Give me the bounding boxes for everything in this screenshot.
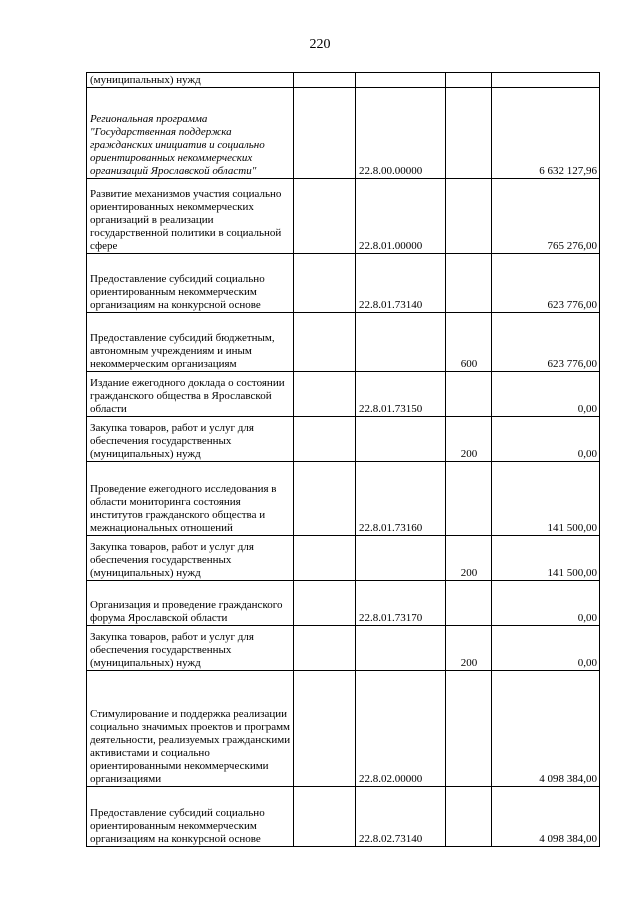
row-name-cell: Закупка товаров, работ и услуг для обеспечения государственных (муниципальных) нужд	[87, 626, 294, 671]
row-expense-type-cell	[446, 462, 492, 536]
row-expense-type-cell	[446, 671, 492, 787]
row-empty-cell	[294, 73, 356, 88]
row-expense-type-cell: 200	[446, 626, 492, 671]
row-expense-type-cell: 200	[446, 417, 492, 462]
row-name-cell: Предоставление субсидий социально ориентированным некоммерческим организациям на конкурсной основе	[87, 254, 294, 313]
row-expense-type-cell: 200	[446, 536, 492, 581]
row-code-cell	[356, 626, 446, 671]
row-amount-cell: 141 500,00	[492, 536, 600, 581]
row-name-cell: Проведение ежегодного исследования в области мониторинга состояния институтов гражданского общества и межнациональных отношений	[87, 462, 294, 536]
row-name-cell: Региональная программа "Государственная поддержка гражданских инициатив и социально ориентированных некоммерческих организаций Ярославской области"	[87, 88, 294, 179]
row-expense-type-cell	[446, 787, 492, 847]
table-row	[87, 313, 600, 372]
row-expense-type-cell	[446, 254, 492, 313]
table-row	[87, 671, 600, 787]
row-empty-cell	[294, 372, 356, 417]
row-empty-cell	[294, 536, 356, 581]
table-row	[87, 787, 600, 847]
table-row	[87, 88, 600, 179]
table-row	[87, 417, 600, 462]
row-expense-type-cell	[446, 88, 492, 179]
row-name-cell: Развитие механизмов участия социально ориентированных некоммерческих организаций в реализации государственной политики в социальной сфере	[87, 179, 294, 254]
row-empty-cell	[294, 313, 356, 372]
row-name-cell: Организация и проведение гражданского форума Ярославской области	[87, 581, 294, 626]
table-row	[87, 462, 600, 536]
row-amount-cell: 4 098 384,00	[492, 787, 600, 847]
row-empty-cell	[294, 787, 356, 847]
row-code-cell	[356, 417, 446, 462]
row-amount-cell: 0,00	[492, 417, 600, 462]
row-code-cell: 22.8.01.73160	[356, 462, 446, 536]
row-empty-cell	[294, 417, 356, 462]
table-row	[87, 254, 600, 313]
row-amount-cell: 623 776,00	[492, 254, 600, 313]
row-empty-cell	[294, 581, 356, 626]
table-row	[87, 581, 600, 626]
row-code-cell	[356, 73, 446, 88]
page-number: 220	[309, 37, 331, 52]
row-code-cell	[356, 536, 446, 581]
row-expense-type-cell	[446, 372, 492, 417]
row-code-cell: 22.8.02.73140	[356, 787, 446, 847]
row-amount-cell: 0,00	[492, 372, 600, 417]
row-amount-cell: 765 276,00	[492, 179, 600, 254]
table-row	[87, 626, 600, 671]
row-expense-type-cell: 600	[446, 313, 492, 372]
row-expense-type-cell	[446, 581, 492, 626]
row-code-cell: 22.8.01.73150	[356, 372, 446, 417]
row-code-cell: 22.8.01.73140	[356, 254, 446, 313]
row-expense-type-cell	[446, 179, 492, 254]
row-name-cell: Стимулирование и поддержка реализации социально значимых проектов и программ деятельности, реализуемых гражданскими активистами и социально ориентированными некоммерческими организациями	[87, 671, 294, 787]
row-amount-cell: 6 632 127,96	[492, 88, 600, 179]
row-name-cell: Предоставление субсидий социально ориентированным некоммерческим организациям на конкурсной основе	[87, 787, 294, 847]
row-name-cell: Издание ежегодного доклада о состоянии гражданского общества в Ярославской области	[87, 372, 294, 417]
row-amount-cell: 623 776,00	[492, 313, 600, 372]
row-empty-cell	[294, 88, 356, 179]
row-amount-cell: 0,00	[492, 581, 600, 626]
row-code-cell: 22.8.01.73170	[356, 581, 446, 626]
row-amount-cell	[492, 73, 600, 88]
table-row	[87, 372, 600, 417]
row-name-cell: (муниципальных) нужд	[87, 73, 294, 88]
table-row	[87, 536, 600, 581]
budget-table-body	[87, 73, 600, 847]
row-empty-cell	[294, 671, 356, 787]
row-code-cell	[356, 313, 446, 372]
row-empty-cell	[294, 179, 356, 254]
row-name-cell: Закупка товаров, работ и услуг для обеспечения государственных (муниципальных) нужд	[87, 417, 294, 462]
table-row	[87, 179, 600, 254]
row-empty-cell	[294, 462, 356, 536]
row-name-cell: Закупка товаров, работ и услуг для обеспечения государственных (муниципальных) нужд	[87, 536, 294, 581]
row-empty-cell	[294, 626, 356, 671]
row-empty-cell	[294, 254, 356, 313]
row-code-cell: 22.8.01.00000	[356, 179, 446, 254]
row-code-cell: 22.8.00.00000	[356, 88, 446, 179]
row-amount-cell: 141 500,00	[492, 462, 600, 536]
table-row	[87, 73, 600, 88]
budget-table	[86, 72, 600, 847]
row-code-cell: 22.8.02.00000	[356, 671, 446, 787]
row-amount-cell: 4 098 384,00	[492, 671, 600, 787]
row-amount-cell: 0,00	[492, 626, 600, 671]
row-expense-type-cell	[446, 73, 492, 88]
row-name-cell: Предоставление субсидий бюджетным, автономным учреждениям и иным некоммерческим организациям	[87, 313, 294, 372]
